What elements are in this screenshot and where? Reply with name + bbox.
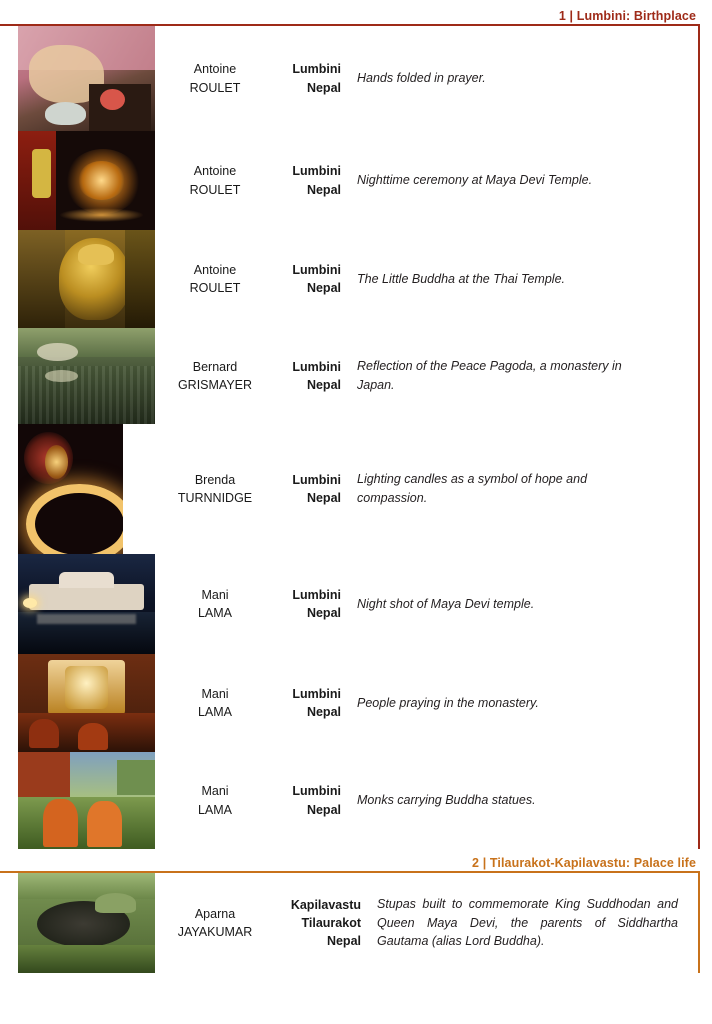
location-line: Lumbini [292,62,341,77]
thumbnail-cell [0,873,155,973]
photographer-first-name: Bernard [192,359,238,374]
location-cell [275,26,347,131]
section-number-1: 1 [558,9,566,23]
photographer-name [155,752,275,849]
photographer-first-name: Mani [201,587,229,602]
table-row [0,26,712,131]
night-shot-maya-devi-temple-photo [18,554,155,654]
location-line: Nepal [306,491,341,505]
photographer-last-name: JAYAKUMAR [177,925,253,939]
section-title-text-1: Lumbini: Birthplace [576,9,696,23]
table-row [0,554,712,654]
section-separator-1: | [569,9,574,23]
photographer-first-name: Mani [201,784,229,799]
stupas-tilaurakot-photo [18,873,155,973]
people-praying-monastery-photo [18,654,155,752]
location-line: Nepal [306,182,341,197]
section-header-1 [0,0,712,26]
photographer-last-name: ROULET [189,80,241,95]
photographer-last-name: ROULET [189,281,241,295]
table-row [0,131,712,230]
photo-caption: The Little Buddha at the Thai Temple. [357,271,566,286]
location-line: Nepal [306,80,341,95]
table-row [0,752,712,849]
photographer-name [155,654,275,752]
table-row [0,424,712,554]
thumbnail-cell [0,131,155,230]
photographer-last-name: GRISMAYER [177,378,253,392]
table-row [0,230,712,328]
location-line: Lumbini [292,359,341,374]
nighttime-ceremony-photo [18,131,155,230]
location-cell [275,230,347,328]
entry-list-1 [0,26,712,849]
photo-caption: Night shot of Maya Devi temple. [357,596,535,611]
section-number-2: 2 [472,856,480,870]
location-cell [275,752,347,849]
location-cell [275,328,347,424]
location-line: Lumbini [292,472,341,487]
location-line: Nepal [326,934,361,949]
section-title-text-2: Tilaurakot-Kapilavastu: Palace life [489,856,696,870]
location-line: Nepal [306,606,341,620]
table-row [0,328,712,424]
location-cell [275,873,367,973]
photographer-last-name: TURNNIDGE [177,491,253,505]
location-line: Kapilavastu [290,897,361,912]
location-line: Lumbini [292,784,341,799]
entry-list-2 [0,873,712,973]
photographer-name [155,554,275,654]
photographer-first-name: Aparna [194,906,236,921]
location-line: Lumbini [292,686,341,701]
lighting-candles-photo [18,424,123,554]
hands-folded-in-prayer-photo [18,26,155,131]
location-cell [275,654,347,752]
photo-caption: Lighting candles as a symbol of hope and compassion. [357,472,588,505]
location-cell [275,424,347,554]
location-line: Nepal [306,281,341,295]
thumbnail-cell [0,230,155,328]
table-row [0,873,712,973]
monks-carrying-buddha-statues-photo [18,752,155,849]
thumbnail-cell [0,752,155,849]
photographer-name [155,230,275,328]
location-line: Tilaurakot [301,915,361,930]
photo-caption: Nighttime ceremony at Maya Devi Temple. [357,173,593,188]
photo-caption: Hands folded in prayer. [357,71,486,86]
location-cell [275,131,347,230]
section-header-2 [0,849,712,873]
photographer-last-name: LAMA [197,705,233,719]
thumbnail-cell [0,26,155,131]
photographer-first-name: Brenda [194,472,236,487]
location-line: Nepal [306,378,341,392]
photo-caption: Stupas built to commemorate King Suddhodan and Queen Maya Devi, the parents of Siddhartha Gautama (alias Lord Buddha). [377,896,678,949]
location-line: Lumbini [292,587,341,602]
photo-caption: Reflection of the Peace Pagoda, a monastery in Japan. [357,359,622,392]
thumbnail-cell [0,654,155,752]
photographer-name [155,131,275,230]
photographer-first-name: Mani [201,686,229,701]
thumbnail-cell [0,328,155,424]
location-cell [275,554,347,654]
photo-caption: Monks carrying Buddha statues. [357,793,536,808]
photographer-name [155,424,275,554]
location-line: Nepal [306,802,341,817]
photographer-name [155,26,275,131]
location-line: Nepal [306,705,341,719]
peace-pagoda-reflection-photo [18,328,155,424]
thumbnail-cell [0,554,155,654]
photographer-last-name: ROULET [189,182,241,197]
photographer-last-name: LAMA [197,606,233,620]
photographer-last-name: LAMA [197,802,233,817]
little-buddha-thai-temple-photo [18,230,155,328]
photographer-name [155,328,275,424]
photographer-name [155,873,275,973]
thumbnail-cell [0,424,155,554]
section-block-2 [0,849,712,973]
photographer-first-name: Antoine [193,164,237,179]
table-row [0,654,712,752]
location-line: Lumbini [292,164,341,179]
photo-caption: People praying in the monastery. [357,695,539,710]
location-line: Lumbini [292,262,341,277]
photographer-first-name: Antoine [193,262,237,277]
photographer-first-name: Antoine [193,62,237,77]
section-separator-2: | [482,856,487,870]
